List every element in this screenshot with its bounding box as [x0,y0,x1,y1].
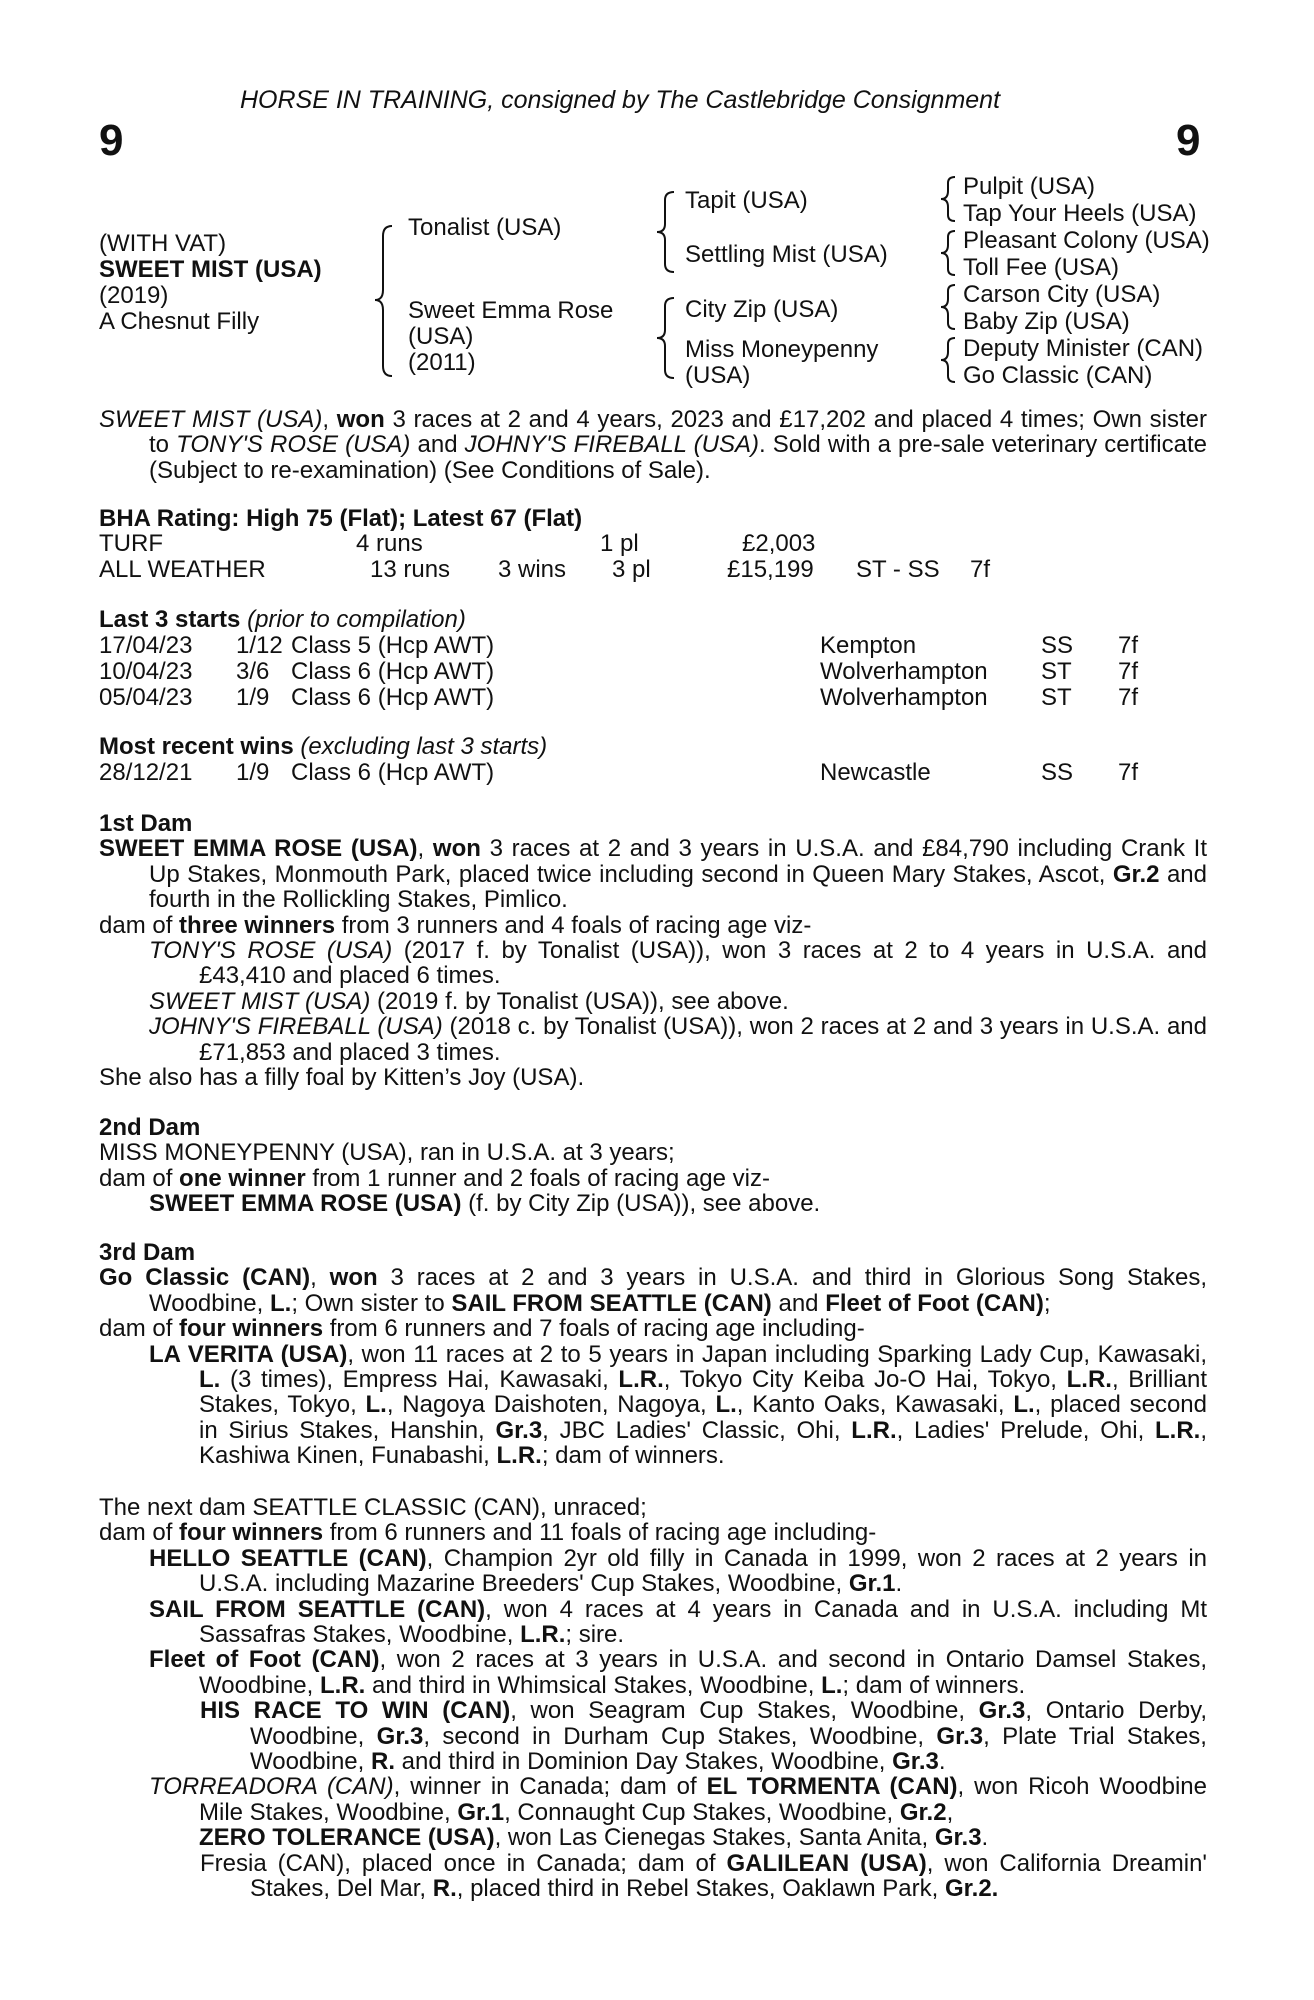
rating-row-aw-dist: 7f [970,556,991,583]
third-dam-produce-intro [99,1316,1207,1341]
summary-sibling1: TONY'S ROSE (USA) [176,431,411,459]
first-dam-text: 3 races at 2 and 3 years in U.S.A. and £84,790 including Crank It Up Stakes, Monmouth Park, placed twice including second in Queen Mary Stakes, Ascot, [149,835,1208,888]
pedigree-dam-line1: Sweet Emma Rose [408,297,614,324]
page-header-title: HORSE IN TRAINING, consigned by The Castlebridge Consignment [240,86,1001,114]
first-dam-text-b: and fourth in the Rollickling Stakes, Pimlico. [149,860,1207,914]
start-row-2-dist: 7f [1118,658,1139,685]
first-dam-heading: 1st Dam [99,810,193,837]
la-verita-e: , Nagoya Daishoten, Nagoya, [386,1391,716,1419]
next-dam-granddam-produce-1 [99,1698,1207,1774]
second-dam-heading: 2nd Dam [99,1114,201,1141]
el-tormenta-name: EL TORMENTA (CAN) [706,1773,958,1801]
start-row-2-course: Wolverhampton [820,658,988,685]
next-dam-produce-intro [99,1520,1207,1545]
last-starts-heading-line [99,607,466,633]
start-row-2-pos: 3/6 [236,658,270,685]
produce-3-text: (2018 c. by Tonalist (USA)), won 2 races at 2 and 3 years in U.S.A. and £71,853 and placed 3 times. [199,1013,1207,1066]
torreadora-name: TORREADORA (CAN) [149,1773,394,1801]
hello-seattle-name: HELLO SEATTLE (CAN) [149,1544,427,1572]
la-verita-c: , Tokyo City Keiba Jo-O Hai, Tokyo, [663,1366,1067,1394]
his-race-to-win-gr3: Gr.3 [936,1722,984,1750]
recent-wins-heading: Most recent wins [99,733,294,760]
fresia-b: , won California Dreamin' Stakes, Del Mar, [250,1849,1208,1903]
pedigree-g3-2: Tap Your Heels (USA) [963,200,1197,227]
his-race-to-win-a: , won Seagram Cup Stakes, Woodbine, [510,1697,979,1725]
start-row-2-going: ST [1041,658,1072,685]
rating-row-turf-runs: 4 runs [356,530,423,557]
pedigree-sire-sire: Tapit (USA) [685,187,808,214]
rating-row-aw-going: ST - SS [856,556,940,583]
zero-tolerance-name: ZERO TOLERANCE (USA) [199,1824,495,1852]
torreadora-gr2: Gr.2 [899,1798,947,1826]
next-dam-granddam-produce-3 [99,1851,1207,1902]
third-dam-name: Go Classic (CAN) [99,1264,311,1292]
win-row-1-pos: 1/9 [236,759,270,786]
rating-row-aw-runs: 13 runs [370,556,451,583]
next-dam-runners: from 6 runners and 11 foals of racing age including- [323,1519,877,1547]
his-race-to-win-d: , Plate Trial Stakes, Woodbine, [250,1722,1207,1776]
third-dam-and: and [771,1289,826,1317]
la-verita-lr4: L.R. [1155,1416,1201,1444]
second-dam-text: MISS MONEYPENNY (USA), ran in U.S.A. at 3 years; [99,1139,675,1167]
la-verita-g: , placed second in Sirius Stakes, Hanshin, [199,1391,1207,1444]
la-verita-j: , Kashiwa Kinen, Funabashi, [199,1416,1207,1470]
la-verita-l2: L. [365,1391,387,1419]
produce-1-text: (2017 f. by Tonalist (USA)), won 3 races at 2 to 4 years in U.S.A. and £43,410 and placed 6 times. [199,937,1207,990]
summary-won: won [336,406,385,433]
pedigree-g3-7: Deputy Minister (CAN) [963,335,1204,362]
pedigree-g3-5: Carson City (USA) [963,281,1161,308]
la-verita-d: , Brilliant Stakes, Tokyo, [199,1366,1207,1419]
pedigree-brace-g3 [941,285,955,329]
fleet-of-foot-a: , won 2 races at 3 years in U.S.A. and second in Ontario Damsel Stakes, Woodbine, [199,1646,1208,1699]
third-dam-listed: L. [269,1289,292,1317]
pedigree-dam-dam-line2: (USA) [685,362,751,389]
fresia-r: R. [432,1875,457,1903]
pedigree-g3-4: Toll Fee (USA) [963,254,1120,281]
rating-row-turf-places: 1 pl [600,530,639,557]
start-row-1-date: 17/04/23 [99,632,193,659]
horse-name: SWEET MIST (USA) [99,256,322,283]
recent-wins-note: (excluding last 3 starts) [300,733,548,760]
rating-row-turf-surface: TURF [99,530,163,557]
pedigree-g3-8: Go Classic (CAN) [963,362,1153,389]
next-dam-dam-of: dam of [99,1519,180,1547]
next-dam-granddam-produce-2 [99,1774,1207,1850]
la-verita-gr: Gr.3 [495,1416,543,1444]
fresia-a: , placed once in Canada; dam of [344,1849,727,1877]
his-race-to-win-c: , second in Durham Cup Stakes, Woodbine, [423,1722,937,1750]
second-dam-section [99,1115,1207,1217]
his-race-to-win-gr4: Gr.3 [892,1748,939,1776]
win-row-1-race: Class 6 (Hcp AWT) [291,759,495,786]
torreadora-a: , winner in Canada; dam of [393,1773,707,1801]
third-dam-text1: 3 races at 2 and 3 years in U.S.A. and third in Glorious Song Stakes, Woodbine, [149,1264,1208,1317]
hello-seattle-gr: Gr.1 [848,1570,896,1598]
his-race-to-win-gr1: Gr.3 [978,1697,1026,1725]
third-dam-text2: ; Own sister to [291,1289,452,1317]
first-dam-runners: from 3 runners and 4 foals of racing age viz- [335,911,812,939]
fresia-c: , placed third in Rebel Stakes, Oaklawn Park, [456,1875,945,1903]
pedigree-dam-line2: (USA) [408,323,474,350]
rating-row-aw-wins: 3 wins [498,556,567,583]
second-dam-produce-1 [99,1191,1207,1216]
pedigree-brace-dam [657,298,674,378]
pedigree-sire: Tonalist (USA) [408,214,562,241]
fleet-of-foot-lr: L.R. [319,1671,366,1699]
hello-seattle-a: , Champion 2yr old filly in Canada in 1999, won 2 races at 2 years in U.S.A. including Mazarine Breeders' Cup Stakes, Woodbine, [199,1544,1207,1598]
zero-tolerance-gr: Gr.3 [934,1824,982,1852]
next-dam-winners: four winners [179,1519,324,1547]
produce-2-text: (2019 f. by Tonalist (USA)), see above. [370,987,789,1015]
horse-description: A Chesnut Filly [99,308,260,335]
start-row-1-going: SS [1041,632,1074,659]
third-dam-sibling1: SAIL FROM SEATTLE (CAN) [451,1289,772,1317]
summary-text1: 3 races at 2 and 4 years, 2023 and £17,202 and placed 4 times; Own sister to [149,406,1208,459]
pedigree-g3-3: Pleasant Colony (USA) [963,227,1210,254]
second-dam-dam-of: dam of [99,1164,180,1192]
galilean-name: GALILEAN (USA) [726,1849,927,1877]
torreadora-gr1: Gr.1 [457,1798,505,1826]
first-dam-produce-1 [99,938,1207,989]
last-starts-heading: Last 3 starts [99,606,241,633]
pedigree-g3-1: Pulpit (USA) [963,173,1096,200]
first-dam-winners: three winners [179,911,336,939]
next-dam-section [99,1495,1207,1902]
fleet-of-foot-b: and third in Whimsical Stakes, Woodbine, [365,1671,822,1699]
lot-number-left: 9 [99,116,124,165]
produce-2-name: SWEET MIST (USA) [149,987,371,1015]
la-verita-b: (3 times), Empress Hai, Kawasaki, [220,1366,619,1394]
produce-1-name: TONY'S ROSE (USA) [149,937,393,965]
la-verita-lr5: L.R. [496,1442,542,1470]
fleet-of-foot-l: L. [821,1671,843,1699]
start-row-1-dist: 7f [1118,632,1139,659]
win-row-1-course: Newcastle [820,759,931,786]
start-row-3-course: Wolverhampton [820,684,988,711]
la-verita-l3: L. [715,1391,737,1419]
first-dam-produce-2 [99,989,1207,1014]
zero-tolerance-a: , won Las Cienegas Stakes, Santa Anita, [494,1824,935,1852]
torreadora-d: , [946,1798,954,1826]
third-dam-won: won [329,1264,378,1292]
start-row-1-race: Class 5 (Hcp AWT) [291,632,495,659]
third-dam-winners: four winners [179,1315,324,1343]
pedigree-sire-dam: Settling Mist (USA) [685,241,888,268]
second-dam-runners: from 1 runner and 2 foals of racing age viz- [305,1164,770,1192]
start-row-3-date: 05/04/23 [99,684,193,711]
la-verita-l1: L. [199,1366,221,1394]
pedigree-g3-6: Baby Zip (USA) [963,308,1130,335]
rating-row-aw-surface: ALL WEATHER [99,556,266,583]
third-dam-runners: from 6 runners and 7 foals of racing age including- [323,1315,865,1343]
start-row-1-pos: 1/12 [236,632,283,659]
rating-row-turf-prize: £2,003 [742,530,816,557]
start-row-3-race: Class 6 (Hcp AWT) [291,684,495,711]
la-verita-i: , Ladies' Prelude, Ohi, [896,1416,1155,1444]
first-dam-section [99,811,1207,1090]
first-dam-race-record: SWEET EMMA ROSE (USA), won 3 races at 2 and 3 years in U.S.A. and £84,790 including Crank It Up Stakes, Monmouth Park, placed twice including second in Queen Mary Stakes, Ascot, Gr.2 and fourth in the Rollickling Stakes, Pimlico. [99,835,1208,914]
zero-tolerance-b: . [981,1824,989,1852]
la-verita-lr2: L.R. [1066,1366,1112,1394]
horse-year: (2019) [99,282,169,309]
second-dam-produce-1-name: SWEET EMMA ROSE (USA) [149,1190,462,1218]
lot-number-right: 9 [1176,116,1201,165]
la-verita-l4: L. [1013,1391,1035,1419]
his-race-to-win-name: HIS RACE TO WIN (CAN) [200,1697,511,1725]
pedigree-brace-g4 [941,338,955,382]
produce-3-name: JOHNY'S FIREBALL (USA) [149,1013,443,1041]
pedigree-brace-main [375,226,392,376]
pedigree-dam-sire: City Zip (USA) [685,296,839,323]
win-row-1-going: SS [1041,759,1074,786]
summary-horse-name: SWEET MIST (USA) [99,406,323,433]
win-row-1-dist: 7f [1118,759,1139,786]
summary-text2: . Sold with a pre-sale veterinary certificate (Subject to re-examination) (See Conditions of Sale). [149,431,1207,484]
la-verita-k: ; dam of winners. [541,1442,725,1470]
next-dam-text: The next dam SEATTLE CLASSIC (CAN), unraced; [99,1494,647,1521]
start-row-2-date: 10/04/23 [99,658,193,685]
next-dam-produce-1 [99,1546,1207,1597]
third-dam-produce-1 [99,1342,1207,1469]
his-race-to-win-f: . [938,1748,946,1776]
his-race-to-win-gr2: Gr.3 [376,1722,424,1750]
sail-from-seattle-lr: L.R. [520,1621,566,1649]
his-race-to-win-e: and third in Dominion Day Stakes, Woodbine, [394,1748,893,1776]
second-dam-winners: one winner [179,1164,306,1192]
first-dam-grade: Gr.2 [1112,860,1160,888]
win-row-1-date: 28/12/21 [99,759,193,786]
pedigree-dam-dam-line1: Miss Moneypenny [685,336,879,363]
fresia-gr: Gr.2. [944,1875,999,1903]
first-dam-produce-intro [99,913,1207,938]
sail-from-seattle-name: SAIL FROM SEATTLE (CAN) [149,1595,486,1623]
pedigree-dam-line3: (2011) [408,349,476,376]
pedigree-brace-sire [657,192,674,272]
pedigree-brace-g1 [941,177,955,221]
rating-heading: BHA Rating: High 75 (Flat); Latest 67 (Flat) [99,505,583,532]
first-dam-name: SWEET EMMA ROSE (USA) [99,835,418,863]
his-race-to-win-b: , Ontario Derby, Woodbine, [250,1697,1207,1750]
third-dam-section [99,1240,1207,1469]
fresia-name: Fresia (CAN) [200,1849,345,1877]
la-verita-h: , JBC Ladies' Classic, Ohi, [542,1416,852,1444]
hello-seattle-b: . [895,1570,903,1598]
recent-wins-heading-line [99,734,547,760]
first-dam-won: won [432,835,481,863]
rating-row-aw-prize: £15,199 [727,556,814,583]
rating-row-aw-places: 3 pl [612,556,651,583]
first-dam-foal: She also has a filly foal by Kitten’s Joy (USA). [99,1064,585,1092]
la-verita-lr1: L.R. [618,1366,664,1394]
fleet-of-foot-c: ; dam of winners. [842,1671,1026,1699]
vat-note: (WITH VAT) [99,230,227,257]
his-race-to-win-r: R. [370,1748,395,1776]
last-starts-note: (prior to compilation) [247,606,466,633]
la-verita-name: LA VERITA (USA) [149,1340,348,1368]
summary-and: and [410,431,465,459]
first-dam-dam-of: dam of [99,911,180,939]
next-dam-produce-2 [99,1597,1207,1648]
third-dam-sibling2: Fleet of Foot (CAN) [825,1289,1044,1317]
la-verita-f: , Kanto Oaks, Kawasaki, [736,1391,1014,1419]
pedigree-brace-g2 [941,231,955,275]
next-dam-produce-3 [99,1647,1207,1698]
summary-sibling2: JOHNY'S FIREBALL (USA) [464,431,759,459]
start-row-3-pos: 1/9 [236,684,270,711]
third-dam-semi: ; [1043,1289,1051,1317]
first-dam-produce-3 [99,1014,1207,1065]
torreadora-b: , won Ricoh Woodbine Mile Stakes, Woodbine, [199,1773,1207,1826]
second-dam-produce-intro [99,1166,1207,1191]
second-dam-produce-1-text: (f. by City Zip (USA)), see above. [461,1190,821,1218]
fleet-of-foot-name: Fleet of Foot (CAN) [149,1646,380,1674]
start-row-1-course: Kempton [820,632,917,659]
third-dam-race-record: Go Classic (CAN), won 3 races at 2 and 3 years in U.S.A. and third in Glorious Song Stakes, Woodbine, L.; Own sister to SAIL FROM SEATTLE (CAN) and Fleet of Foot (CAN); [99,1264,1208,1317]
la-verita-lr3: L.R. [851,1416,897,1444]
sail-from-seattle-b: ; sire. [565,1621,625,1649]
torreadora-c: , Connaught Cup Stakes, Woodbine, [504,1798,900,1826]
third-dam-heading: 3rd Dam [99,1239,196,1266]
start-row-2-race: Class 6 (Hcp AWT) [291,658,495,685]
start-row-3-dist: 7f [1118,684,1139,711]
third-dam-dam-of: dam of [99,1315,180,1343]
la-verita-a: , won 11 races at 2 to 5 years in Japan including Sparking Lady Cup, Kawasaki, [347,1340,1207,1368]
start-row-3-going: ST [1041,684,1072,711]
sail-from-seattle-a: , won 4 races at 4 years in Canada and in U.S.A. including Mt Sassafras Stakes, Woodbine, [199,1595,1207,1649]
summary-paragraph: SWEET MIST (USA), won 3 races at 2 and 4 years, 2023 and £17,202 and placed 4 times; Own sister to TONY'S ROSE (USA) and JOHNY'S FIREBALL (USA). Sold with a pre-sale veterinary certificate (Subject to re-examination) (See Conditions of Sale). [99,406,1208,484]
